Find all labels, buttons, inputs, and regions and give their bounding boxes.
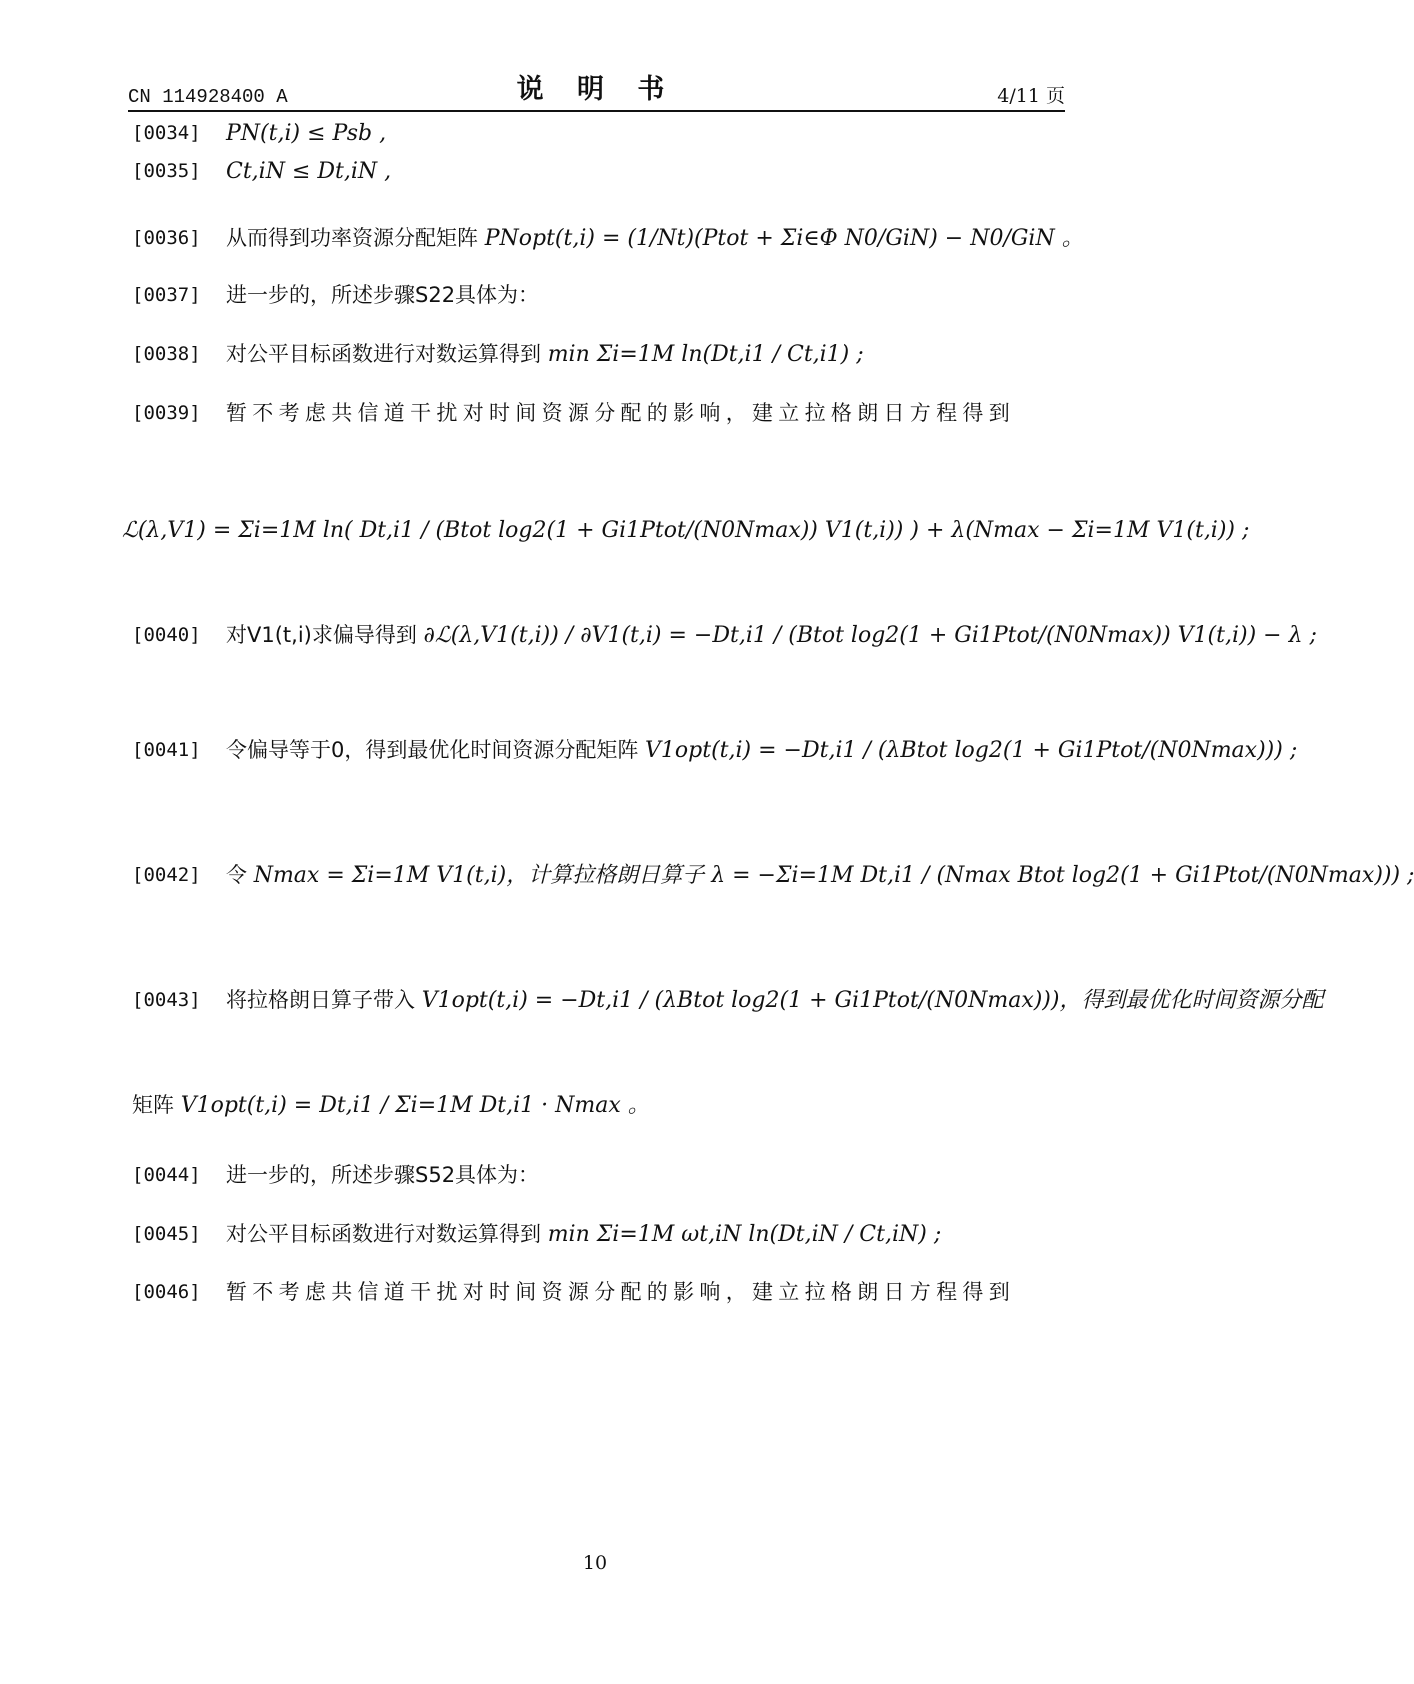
page-header — [128, 72, 1065, 112]
paragraph-text: 进一步的，所述步骤S22具体为： — [226, 283, 540, 307]
paragraph-number: [0038] — [132, 343, 201, 365]
paragraph-number: [0040] — [132, 624, 201, 646]
paragraph-text: 对V1(t,i)求偏导得到 ∂ℒ(λ,V1(t,i)) / ∂V1(t,i) = −Dt,i1 / (Btot log2(1 + Gi1Ptot/(N0Nmax)) V1(t,i)) − λ ; — [226, 623, 1317, 648]
header-rule — [128, 110, 1065, 112]
paragraph-text: 令偏导等于0，得到最优化时间资源分配矩阵 V1opt(t,i) = −Dt,i1 / (λBtot log2(1 + Gi1Ptot/(N0Nmax))) ; — [226, 738, 1298, 763]
paragraph-number: [0046] — [132, 1281, 201, 1303]
paragraph-text: 对公平目标函数进行对数运算得到 min Σi=1M ωt,iN ln(Dt,iN / Ct,iN) ; — [226, 1222, 942, 1247]
paragraph-text: 将拉格朗日算子带入 V1opt(t,i) = −Dt,i1 / (λBtot log2(1 + Gi1Ptot/(N0Nmax)))，得到最优化时间资源分配 — [226, 988, 1324, 1013]
patent-number: CN 114928400 A — [128, 86, 288, 108]
paragraph-number: [0041] — [132, 739, 201, 761]
paragraph-text: 令 Nmax = Σi=1M V1(t,i)，计算拉格朗日算子 λ = −Σi=1M Dt,i1 / (Nmax Btot log2(1 + Gi1Ptot/(N0Nmax))) ; — [226, 863, 1414, 888]
paragraph-number: [0044] — [132, 1164, 201, 1186]
paragraph-text: 对公平目标函数进行对数运算得到 min Σi=1M ln(Dt,i1 / Ct,i1) ; — [226, 342, 864, 367]
paragraph-number: [0035] — [132, 160, 201, 182]
page-counter: 4/11 页 — [997, 85, 1065, 107]
paragraph-number: [0042] — [132, 864, 201, 886]
paragraph-text: 暂不考虑共信道干扰对时间资源分配的影响，建立拉格朗日方程得到 — [226, 1280, 1015, 1304]
paragraph-0043-continuation: 矩阵 V1opt(t,i) = Dt,i1 / Σi=1M Dt,i1 · Nmax 。 — [132, 1093, 650, 1118]
paragraph-number: [0036] — [132, 227, 201, 249]
paragraph-text: 进一步的，所述步骤S52具体为： — [226, 1163, 540, 1187]
paragraph-number: [0039] — [132, 402, 201, 424]
paragraph-text: 从而得到功率资源分配矩阵 PNopt(t,i) = (1/Nt)(Ptot + Σi∈Φ N0/GiN) − N0/GiN 。 — [226, 226, 1084, 251]
paragraph-number: [0034] — [132, 122, 201, 144]
paragraph-text: 暂不考虑共信道干扰对时间资源分配的影响，建立拉格朗日方程得到 — [226, 401, 1015, 425]
paragraph-number: [0045] — [132, 1223, 201, 1245]
paragraph-text: Ct,iN ≤ Dt,iN , — [226, 159, 392, 184]
paragraph-text: PN(t,i) ≤ Psb , — [226, 121, 387, 146]
page-number: 10 — [582, 1552, 608, 1574]
lagrangian-equation: ℒ(λ,V1) = Σi=1M ln( Dt,i1 / (Btot log2(1 + Gi1Ptot/(N0Nmax)) V1(t,i)) ) + λ(Nmax − Σi=1M V1(t,i)) ; — [122, 518, 1250, 543]
paragraph-number: [0037] — [132, 284, 201, 306]
document-title: 说 明 书 — [516, 74, 677, 105]
paragraph-number: [0043] — [132, 989, 201, 1011]
